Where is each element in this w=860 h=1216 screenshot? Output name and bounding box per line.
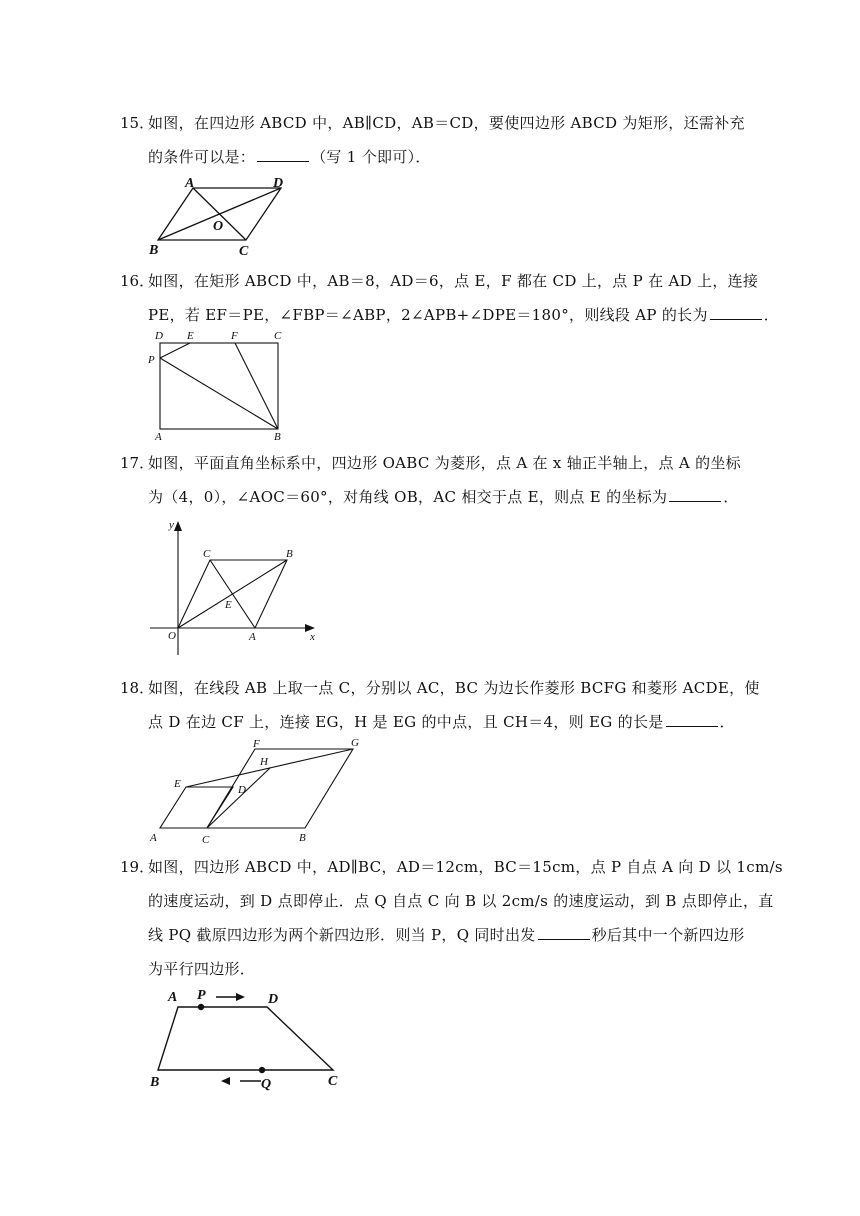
label-C: C — [239, 244, 249, 259]
label-C: C — [203, 548, 211, 560]
figure-19-trapezoid — [145, 985, 365, 1095]
label-G: G — [351, 737, 359, 749]
label-D: D — [238, 784, 246, 796]
label-F: F — [253, 738, 260, 750]
figure-15-parallelogram — [145, 175, 315, 265]
problem-17-line-2: 为（4，0），∠AOC＝60°，对角线 OB，AC 相交于点 E，则点 E 的坐标为 ． — [148, 488, 739, 506]
figure-16-rectangle — [145, 328, 295, 448]
problem-16-number: 16． — [120, 272, 155, 290]
y-axis-label: y — [169, 519, 174, 531]
label-A: A — [249, 631, 256, 643]
label-A: A — [185, 176, 195, 191]
problem-19-line-2: 的速度运动，到 D 点即停止．点 Q 自点 C 向 B 以 2cm/s 的速度运动，到 B 点即停止，直 — [148, 892, 774, 910]
figure-18-rhombi — [145, 735, 375, 845]
label-B: B — [286, 548, 293, 560]
answer-blank — [666, 712, 718, 727]
label-B: B — [274, 431, 281, 443]
problem-19-line-1: 如图，四边形 ABCD 中，AD∥BC，AD＝12cm，BC＝15cm，点 P 自点 A 向 D 以 1cm/s — [148, 858, 783, 876]
label-A: A — [155, 431, 162, 443]
problem-16-line-1: 如图，在矩形 ABCD 中，AB＝8，AD＝6，点 E，F 都在 CD 上，点 P 在 AD 上，连接 — [148, 272, 759, 290]
label-Q: Q — [261, 1077, 272, 1092]
problem-18-line-1: 如图，在线段 AB 上取一点 C，分别以 AC，BC 为边长作菱形 BCFG 和菱形 ACDE，使 — [148, 679, 760, 697]
label-E: E — [187, 330, 194, 342]
label-D: D — [155, 330, 163, 342]
x-axis-label: x — [310, 631, 315, 643]
label-A: A — [150, 832, 157, 844]
label-C: C — [274, 330, 282, 342]
label-P: P — [197, 988, 206, 1003]
label-E: E — [225, 599, 232, 611]
problem-18-line-2: 点 D 在边 CF 上，连接 EG，H 是 EG 的中点，且 CH＝4，则 EG 的长是 ． — [148, 713, 735, 731]
label-C: C — [202, 834, 210, 846]
label-D: D — [273, 176, 284, 191]
label-B: B — [149, 243, 159, 258]
problem-16-line-2: PE，若 EF＝PE，∠FBP＝∠ABP，2∠APB+∠DPE＝180°，则线段 AP 的长为 ． — [148, 306, 780, 324]
problem-19-line-4: 为平行四边形． — [148, 960, 256, 978]
problem-17-number: 17． — [120, 454, 155, 472]
problem-15-line-2: 的条件可以是： （写 1 个即可）． — [148, 148, 431, 166]
answer-blank — [669, 487, 721, 502]
label-B: B — [299, 832, 306, 844]
label-P: P — [148, 354, 155, 366]
label-F: F — [231, 330, 238, 342]
label-D: D — [268, 992, 279, 1007]
problem-15-number: 15． — [120, 114, 155, 132]
figure-17-coordinate-rhombus — [145, 515, 325, 660]
label-O: O — [168, 630, 176, 642]
label-E: E — [174, 778, 181, 790]
problem-17-line-1: 如图，平面直角坐标系中，四边形 OABC 为菱形，点 A 在 x 轴正半轴上，点 A 的坐标 — [148, 454, 741, 472]
label-A: A — [168, 990, 178, 1005]
label-H: H — [260, 756, 268, 768]
label-C: C — [328, 1074, 338, 1089]
answer-blank — [710, 305, 762, 320]
problem-19-line-3: 线 PQ 截原四边形为两个新四边形．则当 P，Q 同时出发 秒后其中一个新四边形 — [148, 926, 745, 944]
problem-19-number: 19． — [120, 858, 155, 876]
problem-18-number: 18． — [120, 679, 155, 697]
label-O: O — [213, 219, 224, 234]
label-B: B — [150, 1075, 160, 1090]
problem-15-line-1: 如图，在四边形 ABCD 中，AB∥CD，AB＝CD，要使四边形 ABCD 为矩形，还需补充 — [148, 114, 745, 132]
answer-blank — [538, 925, 590, 940]
answer-blank — [257, 147, 309, 162]
